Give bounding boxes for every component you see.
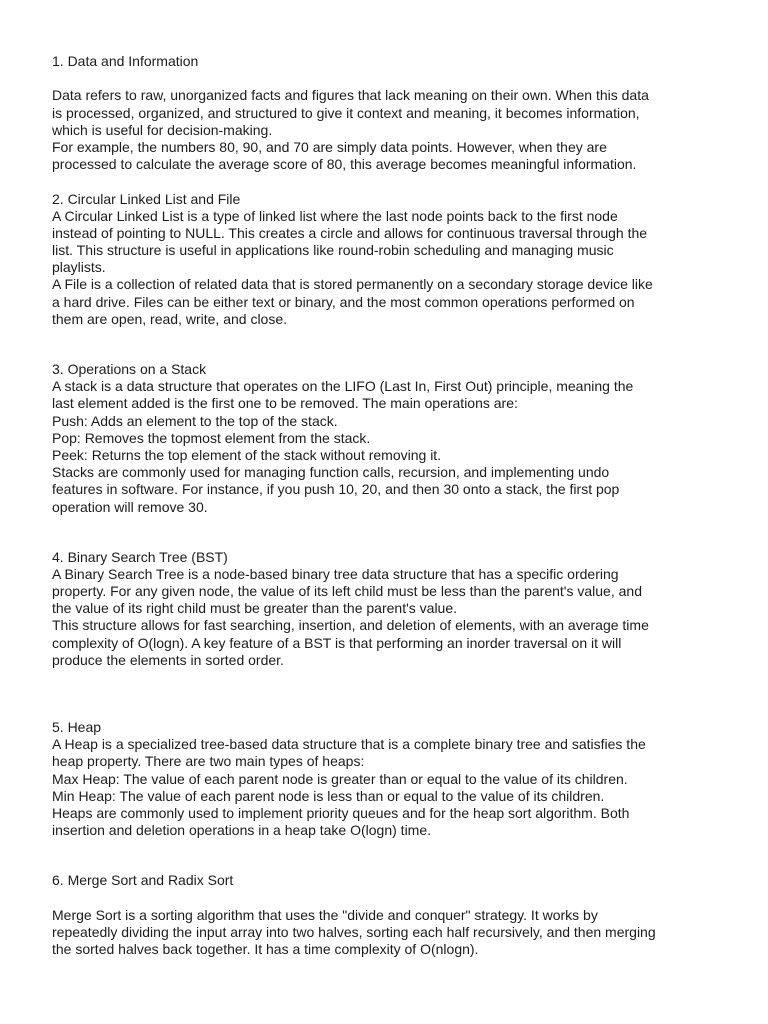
- text-line: a hard drive. Files can be either text or binary, and the most common operations performed on: [52, 293, 635, 310]
- text-line: Stacks are commonly used for managing function calls, recursion, and implementing undo: [52, 464, 610, 481]
- blank-line: [52, 669, 724, 719]
- text-line: A stack is a data structure that operates on the LIFO (Last In, First Out) principle, meaning the: [52, 378, 634, 395]
- section-heading: 3. Operations on a Stack: [52, 361, 207, 377]
- section-heading: 2. Circular Linked List and File: [52, 190, 241, 207]
- text-line: which is useful for decision-making.: [52, 121, 273, 138]
- section-heading: 6. Merge Sort and Radix Sort: [52, 872, 234, 889]
- text-line: A Binary Search Tree is a node-based binary tree data structure that has a specific ordering: [52, 565, 619, 582]
- section-body: [52, 907, 724, 959]
- text-line: the value of its right child must be greater than the parent's value.: [52, 600, 458, 617]
- blank-line: [52, 839, 724, 872]
- blank-line: [52, 173, 724, 190]
- text-line: Merge Sort is a sorting algorithm that uses the "divide and conquer" strategy. It works by: [52, 906, 598, 923]
- blank-line: [52, 328, 724, 361]
- section-heading: 4. Binary Search Tree (BST): [52, 548, 228, 565]
- text-line: features in software. For instance, if you push 10, 20, and then 30 onto a stack, the first pop: [52, 481, 620, 498]
- text-line: instead of pointing to NULL. This creates a circle and allows for continuous traversal through the: [52, 224, 648, 241]
- text-line: This structure allows for fast searching, insertion, and deletion of elements, with an average time: [52, 617, 649, 634]
- text-line: Pop: Removes the topmost element from the stack.: [52, 429, 371, 446]
- text-line: Push: Adds an element to the top of the stack.: [52, 412, 338, 429]
- blank-line: [52, 70, 724, 87]
- text-line: property. For any given node, the value of its left child must be less than the parent's value, and: [52, 583, 642, 600]
- text-line: is processed, organized, and structured to give it context and meaning, it becomes information,: [52, 104, 640, 121]
- text-line: Data refers to raw, unorganized facts and figures that lack meaning on their own. When this data: [52, 87, 649, 104]
- text-line: operation will remove 30.: [52, 498, 208, 515]
- text-line: processed to calculate the average score of 80, this average becomes meaningful information.: [52, 156, 637, 173]
- text-line: Heaps are commonly used to implement priority queues and for the heap sort algorithm. Both: [52, 804, 630, 821]
- text-line: heap property. There are two main types of heaps:: [52, 753, 365, 770]
- text-line: A File is a collection of related data that is stored permanently on a secondary storage device like: [52, 276, 653, 293]
- section-heading: 1. Data and Information: [52, 53, 199, 69]
- section-body: [52, 208, 724, 328]
- section-body: [52, 87, 724, 173]
- section-heading: 5. Heap: [52, 719, 102, 735]
- text-line: the sorted halves back together. It has a time complexity of O(nlogn).: [52, 941, 479, 958]
- document-page: [52, 53, 724, 958]
- text-line: Min Heap: The value of each parent node is less than or equal to the value of its children.: [52, 787, 605, 804]
- text-line: last element added is the first one to be removed. The main operations are:: [52, 395, 518, 412]
- blank-line: [52, 516, 724, 549]
- text-line: Max Heap: The value of each parent node is greater than or equal to the value of its children.: [52, 770, 628, 787]
- text-line: insertion and deletion operations in a heap take O(logn) time.: [52, 822, 432, 839]
- section-body: [52, 378, 724, 516]
- text-line: complexity of O(logn). A key feature of a BST is that performing an inorder traversal on it will: [52, 634, 622, 651]
- text-line: produce the elements in sorted order.: [52, 651, 284, 668]
- section-body: [52, 566, 724, 669]
- blank-line: [52, 890, 724, 907]
- text-line: For example, the numbers 80, 90, and 70 are simply data points. However, when they are: [52, 138, 607, 155]
- text-line: A Circular Linked List is a type of linked list where the last node points back to the first node: [52, 207, 618, 224]
- text-line: them are open, read, write, and close.: [52, 310, 288, 327]
- text-line: playlists.: [52, 259, 106, 276]
- text-line: list. This structure is useful in applications like round-robin scheduling and managing music: [52, 242, 614, 259]
- text-line: A Heap is a specialized tree-based data structure that is a complete binary tree and satisfies the: [52, 736, 646, 753]
- text-line: Peek: Returns the top element of the stack without removing it.: [52, 446, 442, 463]
- text-line: repeatedly dividing the input array into two halves, sorting each half recursively, and then merging: [52, 923, 656, 940]
- section-body: [52, 736, 724, 839]
